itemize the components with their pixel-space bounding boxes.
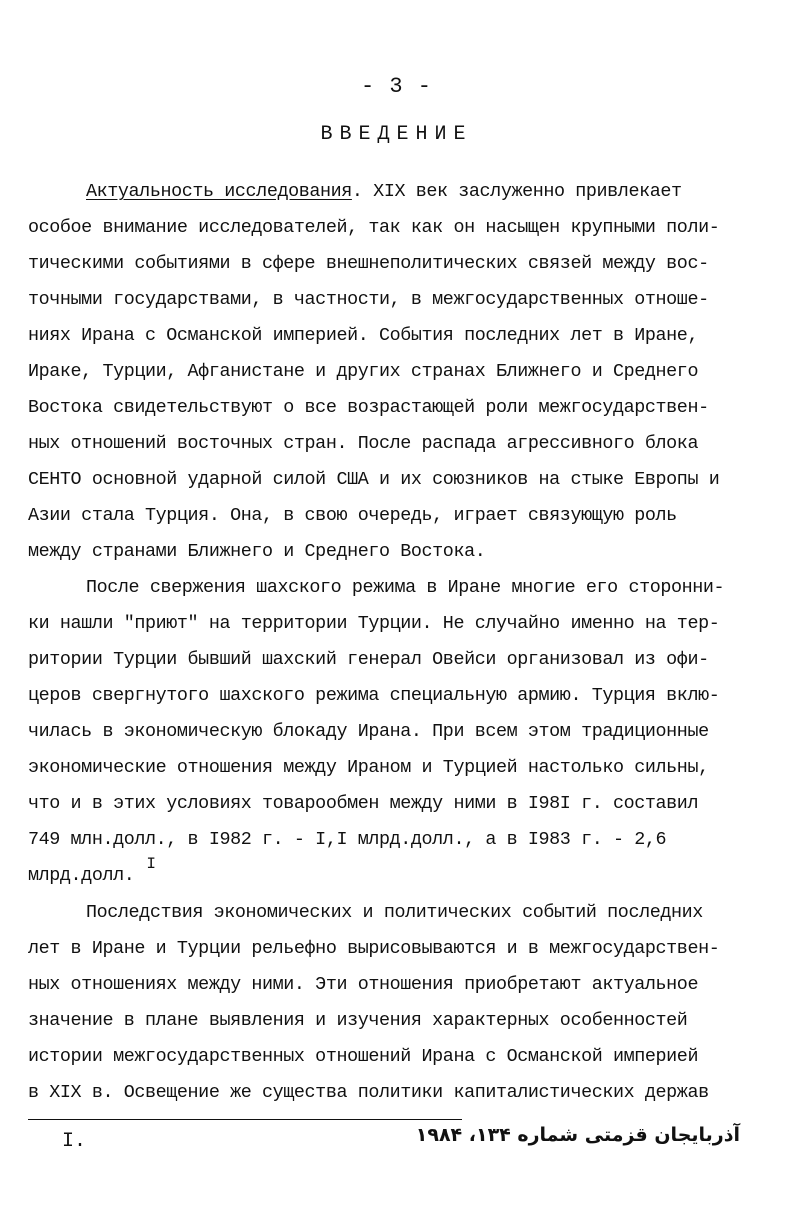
paragraph-line [86,181,793,203]
paragraph-line: лет в Иране и Турции рельефно вырисовываются и в межгосударствен- [28,938,720,959]
paragraph-line: После свержения шахского режима в Иране многие его сторонни- [86,577,725,598]
paragraph-line: точными государствами, в частности, в межгосударственных отноше- [28,289,709,310]
paragraph-line: между странами Ближнего и Среднего Востока. [28,541,486,562]
paragraph-line: ных отношений восточных стран. После распада агрессивного блока [28,433,699,454]
footnote-text: آذربایجان قزمتی شماره ۱۳۴، ۱۹۸۴ [415,1124,740,1146]
paragraph-line: Последствия экономических и политических событий последних [86,902,703,923]
paragraph-line [28,855,768,887]
paragraph-line: ки нашли "приют" на территории Турции. Не случайно именно на тер- [28,613,720,634]
paragraph-line: значение в плане выявления и изучения характерных особенностей [28,1010,688,1031]
line-text: млрд.долл. [28,865,135,886]
paragraph-line: особое внимание исследователей, так как он насыщен крупными поли- [28,217,720,238]
footnote-mark: I. [62,1130,87,1153]
paragraph-line: ритории Турции бывший шахский генерал Овейси организовал из офи- [28,649,709,670]
paragraph-line: церов свергнутого шахского режима специальную армию. Турция вклю- [28,685,720,706]
line-text: . XIX век заслуженно привлекает [351,181,682,202]
paragraph-line: экономические отношения между Ираном и Турцией настолько сильны, [28,757,709,778]
paragraph-line: истории межгосударственных отношений Ирана с Османской империей [28,1046,699,1067]
page-number: - 3 - [360,74,432,99]
paragraph-line: чилась в экономическую блокаду Ирана. При всем этом традиционные [28,721,709,742]
underlined-lead: Актуальность исследования [86,181,352,202]
paragraph-line: ниях Ирана с Османской империей. События последних лет в Иране, [28,325,699,346]
paragraph-line: ных отношениях между ними. Эти отношения приобретают актуальное [28,974,699,995]
section-title: ВВЕДЕНИЕ [320,123,473,146]
paragraph-line: Азии стала Турция. Она, в свою очередь, играет связующую роль [28,505,677,526]
paragraph-line: тическими событиями в сфере внешнеполитических связей между вос- [28,253,709,274]
footnote-divider [28,1119,462,1120]
paragraph-line: Ираке, Турции, Афганистане и других странах Ближнего и Среднего [28,361,699,382]
paragraph-line: СЕНТО основной ударной силой США и их союзников на стыке Европы и [28,469,720,490]
paragraph-line: в XIX в. Освещение же существа политики капиталистических держав [28,1082,709,1103]
footnote-reference: I [146,855,156,873]
paragraph-line: Востока свидетельствуют о все возрастающей роли межгосударствен- [28,397,709,418]
paragraph-line: 749 млн.долл., в I982 г. - I,I млрд.долл., а в I983 г. - 2,6 [28,829,667,850]
paragraph-line: что и в этих условиях товарообмен между ними в I98I г. составил [28,793,699,814]
